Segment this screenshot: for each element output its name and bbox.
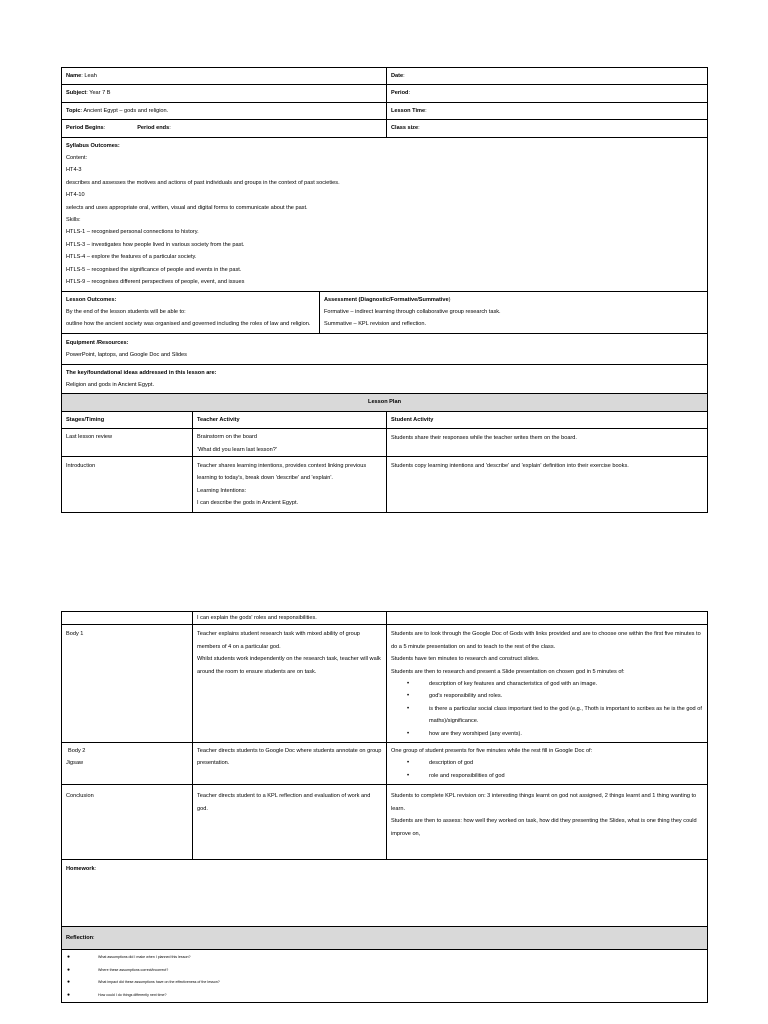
table-row	[62, 625, 708, 743]
stage-cell: Body 1	[62, 625, 193, 743]
syllabus-line: selects and uses appropriate oral, written, visual and digital forms to communicate about the past.	[66, 204, 308, 211]
equipment-cell	[62, 333, 708, 364]
student-cell: One group of student presents for five minutes while the rest fill in Google Doc of: • description of god • role and responsibilities of god	[387, 743, 708, 785]
equipment-text: PowerPoint, laptops, and Google Doc and Slides	[66, 352, 187, 359]
header-row-period	[62, 120, 708, 137]
list-item: • description of god	[401, 757, 703, 769]
topic-cell: Topic: Ancient Egypt – gods and religion.	[62, 102, 387, 119]
lesson-plan-title: Lesson Plan	[62, 394, 708, 411]
syllabus-line: HT4-10	[66, 192, 85, 199]
lesson-outcomes-cell	[62, 291, 320, 333]
student-cell: Students to complete KPL revision on: 3 interesting things learnt on god not assigned, 2 things learnt and 1 thing wanting to learn. Students are then to assess: how well they worked on task, how did they presenting the Slides, what is one thing they could improve on,	[387, 785, 708, 860]
subject-cell: Subject: Year 7 B	[62, 85, 387, 102]
col-student-header: Student Activity	[387, 411, 708, 428]
reflection-questions-row	[62, 950, 708, 1002]
syllabus-line: HT4-3	[66, 167, 82, 174]
syllabus-line: describes and assesses the motives and actions of past individuals and groups in the context of past societies.	[66, 179, 340, 186]
list-item: • role and responsibilities of god	[401, 770, 703, 782]
list-item: ● What impact did these assumptions have on the effectiveness of the lesson?	[66, 976, 703, 989]
assessment-cell	[320, 291, 708, 333]
teacher-cell: Teacher explains student research task with mixed ability of group members of 4 on a particular god. Whilst students work independently on the research task, teacher will walk around the room to ensure students are on task.	[193, 625, 387, 743]
syllabus-line: Skills:	[66, 217, 81, 224]
teacher-cell: Teacher shares learning intentions, provides context linking previous learning to today's, break down 'describe' and 'explain'. Learning Intentions: I can describe the gods in Ancient Egypt.	[193, 456, 387, 512]
teacher-cell: Brainstorm on the board 'What did you learn last lesson?'	[193, 429, 387, 457]
table-row	[62, 785, 708, 860]
syllabus-heading: Syllabus Outcomes:	[66, 142, 120, 149]
list-item: ● Where these assumptions correct/incorrect?	[66, 964, 703, 977]
reflection-question-list	[66, 951, 703, 1001]
col-stage-header: Stages/Timing	[62, 411, 193, 428]
lesson-outcomes-heading: Lesson Outcomes:	[66, 296, 117, 303]
period-cell: Period:	[387, 85, 708, 102]
reflection-heading-row	[62, 927, 708, 950]
syllabus-line: HTLS-5 – recognised the significance of people and events in the past.	[66, 266, 242, 273]
key-ideas-row	[62, 364, 708, 394]
key-ideas-heading: The key/foundational ideas addressed in this lesson are:	[66, 369, 217, 376]
syllabus-line: HTLS-1 – recognised personal connections to history.	[66, 229, 199, 236]
lesson-plan-table-page-2	[61, 611, 708, 1003]
table-row	[62, 456, 708, 512]
header-row-subject	[62, 85, 708, 102]
list-item: • god's responsibility and roles.	[401, 690, 703, 702]
key-ideas-cell	[62, 364, 708, 394]
stage-cell: Body 2 Jigsaw	[62, 743, 193, 785]
stage-cell: Introduction	[62, 456, 193, 512]
lesson-plan-table-page-1	[61, 67, 708, 513]
list-item: • description of key features and characteristics of god with an image.	[401, 678, 703, 690]
list-item: • is there a particular social class important tied to the god (e.g., Thoth is important to scribes as he is the god of maths)/significance.	[401, 703, 703, 728]
stage-cell: Conclusion	[62, 785, 193, 860]
outcome-line: By the end of the lesson students will be able to:	[66, 308, 186, 315]
reflection-questions-cell	[62, 950, 708, 1002]
student-cell: Students share their responses while the teacher writes them on the board.	[387, 429, 708, 457]
outcome-line: outline how the ancient society was organised and governed including the roles of law and religion.	[66, 321, 311, 328]
homework-row	[62, 860, 708, 927]
syllabus-line: HTLS-3 – investigates how people lived in various society from the past.	[66, 241, 245, 248]
list-item: ● How could I do things differently next time?	[66, 989, 703, 1002]
stage-cell: Last lesson review	[62, 429, 193, 457]
student-cell: Students are to look through the Google Doc of Gods with links provided and are to choose one within the first five minutes to do a 5 minute presentation on and to teach to the rest of the class. Students have ten minutes to research and construct slides. Students are then to research and present a Slide presentation on chosen god in 5 minutes of: • description of key features and characteristics of god with an image. • god's responsibility and roles. • is there a particular social class important tied to the god (e.g., Thoth is important to scribes as he is the god of maths)/significance. • how are they worshiped (any events).	[387, 625, 708, 743]
teacher-cell: Teacher directs student to a KPL reflection and evaluation of work and god.	[193, 785, 387, 860]
header-row-name	[62, 68, 708, 85]
header-row-topic	[62, 102, 708, 119]
reflection-heading-cell: Reflection:	[62, 927, 708, 950]
syllabus-line: HTLS-4 – explore the features of a particular society.	[66, 254, 197, 261]
table-row	[62, 743, 708, 785]
period-begins-cell: Period Begins: Period ends:	[62, 120, 387, 137]
lesson-time-cell: Lesson Time:	[387, 102, 708, 119]
outcomes-assessment-row	[62, 291, 708, 333]
assessment-line: Formative – indirect learning through collaborative group research task.	[324, 308, 501, 315]
stage-cell	[62, 612, 193, 625]
homework-cell: Homework:	[62, 860, 708, 927]
syllabus-row	[62, 137, 708, 291]
equipment-row	[62, 333, 708, 364]
plan-header-row	[62, 411, 708, 428]
table-row	[62, 429, 708, 457]
col-teacher-header: Teacher Activity	[193, 411, 387, 428]
student-cell: Students copy learning intentions and 'describe' and 'explain' definition into their exercise books.	[387, 456, 708, 512]
teacher-cell: I can explain the gods' roles and responsibilities.	[193, 612, 387, 625]
key-ideas-text: Religion and gods in Ancient Egypt.	[66, 381, 155, 388]
list-item: ● What assumptions did I make when I planned this lesson?	[66, 951, 703, 964]
equipment-heading: Equipment /Resources:	[66, 339, 129, 346]
syllabus-line: HTLS-9 – recognises different perspectives of people, event, and issues	[66, 279, 245, 286]
syllabus-line: Content:	[66, 155, 88, 162]
assessment-line: Summative – KPL revision and reflection.	[324, 321, 427, 328]
table-row	[62, 612, 708, 625]
syllabus-cell	[62, 137, 708, 291]
class-size-cell: Class size:	[387, 120, 708, 137]
teacher-cell: Teacher directs students to Google Doc where students annotate on group presentation.	[193, 743, 387, 785]
body1-bullet-list	[391, 678, 703, 740]
list-item: • how are they worshiped (any events).	[401, 728, 703, 740]
name-cell: Name: Leah	[62, 68, 387, 85]
assessment-heading: Assessment (Diagnostic/Formative/Summative)	[324, 296, 451, 303]
lesson-plan-title-row	[62, 394, 708, 411]
student-cell	[387, 612, 708, 625]
body2-bullet-list	[391, 757, 703, 782]
date-cell: Date:	[387, 68, 708, 85]
